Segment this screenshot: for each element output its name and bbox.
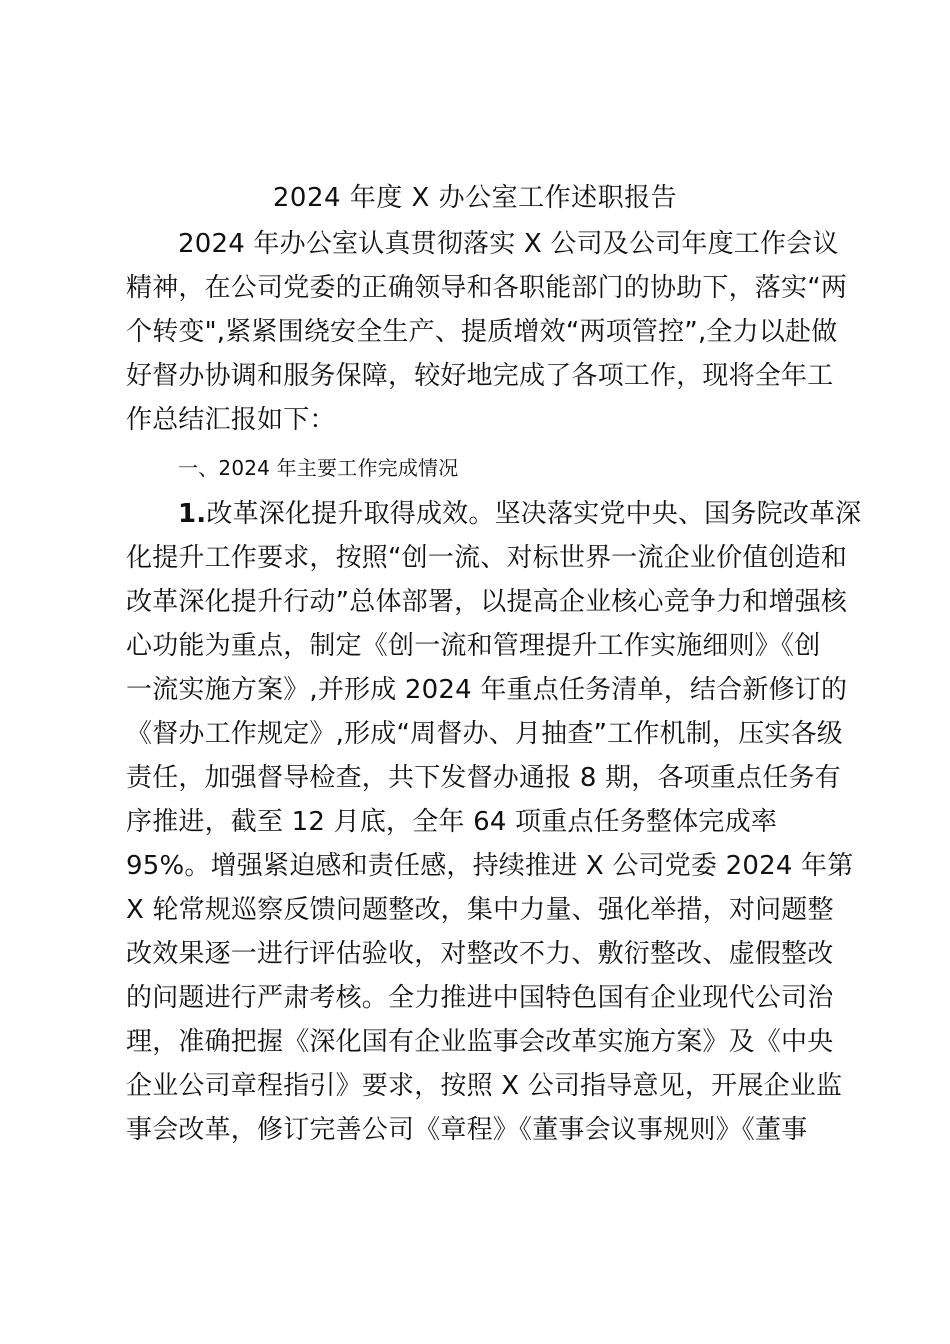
paragraph-line: 事会改革，修订完善公司《章程》《董事会议事规则》《董事	[126, 1115, 808, 1145]
paragraph-line: 2024 年办公室认真贯彻落实 X 公司及公司年度工作会议	[178, 229, 839, 259]
paragraph-line: X 轮常规巡察反馈问题整改，集中力量、强化举措，对问题整	[126, 895, 834, 925]
paragraph-line: 95%。增强紧迫感和责任感，持续推进 X 公司党委 2024 年第	[126, 851, 854, 881]
paragraph-line	[178, 492, 861, 536]
paragraph-line: 好督办协调和服务保障，较好地完成了各项工作，现将全年工	[126, 361, 834, 391]
section-heading: 一、2024 年主要工作完成情况	[178, 456, 459, 480]
document-title: 2024 年度 X 办公室工作述职报告	[272, 183, 678, 213]
paragraph-line: 化提升工作要求，按照“创一流、对标世界一流企业价值创造和	[126, 543, 848, 573]
paragraph-line: 责任，加强督导检查，共下发督办通报 8 期，各项重点任务有	[126, 763, 841, 793]
paragraph-line: 企业公司章程指引》要求，按照 X 公司指导意见，开展企业监	[126, 1071, 843, 1101]
paragraph-line: 心功能为重点，制定《创一流和管理提升工作实施细则》《创	[126, 631, 821, 661]
item-number: 1.	[178, 499, 207, 529]
paragraph-line: 作总结汇报如下：	[126, 405, 336, 435]
paragraph-line: 《督办工作规定》,形成“周督办、月抽查”工作机制，压实各级	[126, 719, 844, 749]
item-text: 改革深化提升取得成效。坚决落实党中央、国务院改革深	[206, 499, 862, 529]
paragraph-line: 一流实施方案》,并形成 2024 年重点任务清单，结合新修订的	[126, 675, 848, 705]
paragraph-line: 个转变",紧紧围绕安全生产、提质增效“两项管控”,全力以赴做	[126, 317, 838, 347]
paragraph-line: 改效果逐一进行评估验收，对整改不力、敷衍整改、虚假整改	[126, 939, 834, 969]
paragraph-line: 改革深化提升行动”总体部署，以提高企业核心竞争力和增强核	[126, 587, 848, 617]
paragraph-line: 理，准确把握《深化国有企业监事会改革实施方案》及《中央	[126, 1027, 834, 1057]
paragraph-line: 的问题进行严肃考核。全力推进中国特色国有企业现代公司治	[126, 983, 834, 1013]
paragraph-line: 精神，在公司党委的正确领导和各职能部门的协助下，落实“两	[126, 273, 848, 303]
paragraph-line: 序推进，截至 12 月底，全年 64 项重点任务整体完成率	[126, 807, 778, 837]
